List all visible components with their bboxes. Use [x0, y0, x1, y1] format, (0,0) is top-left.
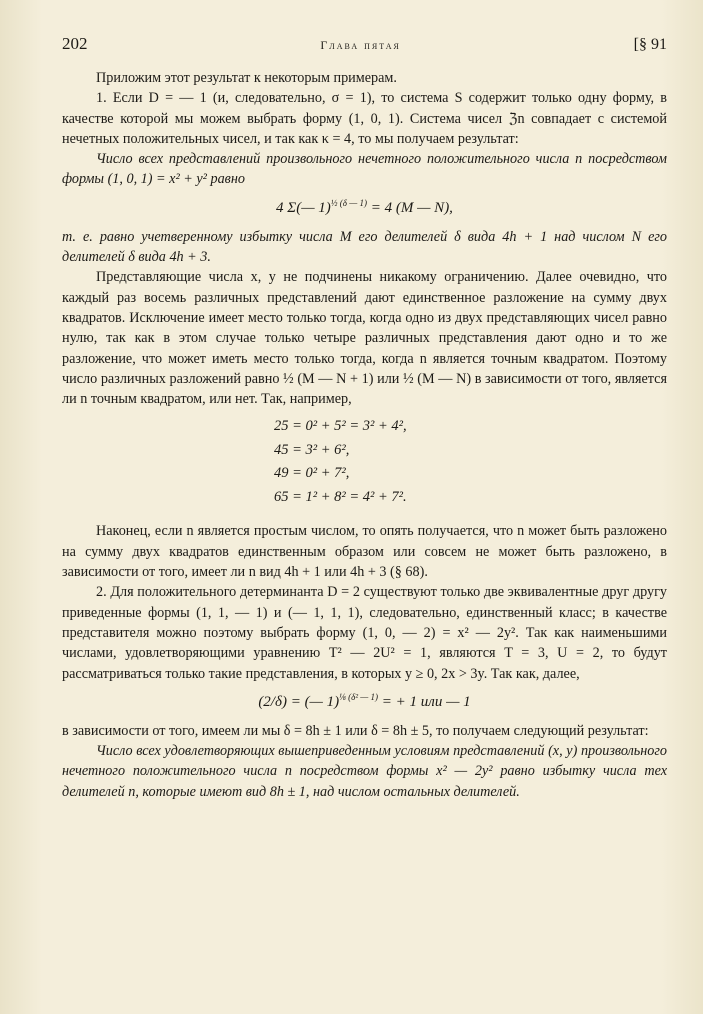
formula-legendre-rhs: = + 1 или — 1	[381, 693, 471, 710]
paragraph-intro: Приложим этот результат к некоторым примерам.	[96, 70, 397, 86]
theorem-statement-1-cont: т. е. равно учетверенному избытку числа M его делителей δ вида 4h + 1 над числом N его делителей δ вида 4h + 3.	[62, 228, 667, 266]
equation-line: 25 = 0² + 5² = 3² + 4²,	[274, 418, 407, 435]
theorem-statement-1: Число всех представлений произвольного нечетного положительного числа n посредством формы (1, 0, 1) = x² + y² равно	[62, 151, 667, 188]
paragraph-depending: в зависимости от того, имеем ли мы δ = 8h ± 1 или δ = 8h ± 5, то получаем следующий результат:	[62, 722, 649, 739]
page-number: 202	[62, 34, 88, 53]
formula-sum-lhs: 4 Σ(— 1)	[276, 199, 331, 216]
equation-line: 49 = 0² + 7²,	[274, 465, 350, 482]
theorem-statement-2: Число всех удовлетворяющих вышеприведенным условиям представлений (x, y) произвольного нечетного положительного числа n посредством формы x² — 2y² равно избытку числа тех делителей n, которые имеют вид 8h ± 1, над числом остальных делителей.	[62, 743, 667, 800]
equation-block	[274, 415, 667, 509]
paragraph-example-2: 2. Для положительного детерминанта D = 2 существуют только две эквивалентные друг другу приведенные формы (1, 1, — 1) и (— 1, 1, 1), следовательно, единственный класс; в качестве представителя можно поэтому выбрать форму (1, 0, — 2) = x² — 2y². Так как наименьшими числами, удовлетворяющими уравнению T² — 2U² = 1, являются T = 3, U = 2, то будут рассматриваться только такие представления, в которых y ≥ 0, 2x > 3y. Так как, далее,	[62, 584, 667, 682]
equation-line: 45 = 3² + 6²,	[274, 441, 350, 458]
paragraph-prime: Наконец, если n является простым числом, то опять получается, что n может быть разложено на сумму двух квадратов единственным образом или совсем не может быть разложено, в зависимости от того, имеет ли n вид 4h + 1 или 4h + 3 (§ 68).	[62, 523, 667, 581]
formula-legendre-lhs: (2/δ) = (— 1)	[258, 693, 340, 710]
equation-line: 65 = 1² + 8² = 4² + 7².	[274, 488, 407, 505]
formula-legendre-exponent: ⅛ (δ² — 1)	[339, 691, 379, 702]
section-number: [§ 91	[633, 36, 667, 53]
formula-sum	[62, 198, 667, 217]
formula-legendre	[62, 692, 667, 711]
chapter-title: Глава пятая	[320, 38, 401, 52]
formula-sum-rhs: = 4 (M — N),	[370, 199, 453, 216]
paragraph-decompositions: Представляющие числа x, y не подчинены никакому ограничению. Далее очевидно, что каждый раз восемь различных представлений дают единственное разложение на сумму двух квадратов. Исключение имеет место только тогда, когда одно из двух представляющих чисел равно нулю, так как в этом случае только четыре различных представления дают одно и то же разложение, что может иметь место только тогда, когда n является точным квадратом. Поэтому число различных разложений равно ½ (M — N + 1) или ½ (M — N) в зависимости от того, является ли n точным квадратом, или нет. Так, например,	[62, 269, 667, 408]
running-header	[62, 34, 667, 54]
formula-sum-exponent: ½ (δ — 1)	[330, 197, 367, 208]
paragraph-example-1: 1. Если D = — 1 (и, следовательно, σ = 1), то система S содержит только одну форму, в качестве которой мы можем выбрать форму (1, 0, 1). Система чисел ℨn совпадает с системой нечетных положительных чисел, и так как κ = 4, то мы получаем результат:	[62, 90, 667, 147]
